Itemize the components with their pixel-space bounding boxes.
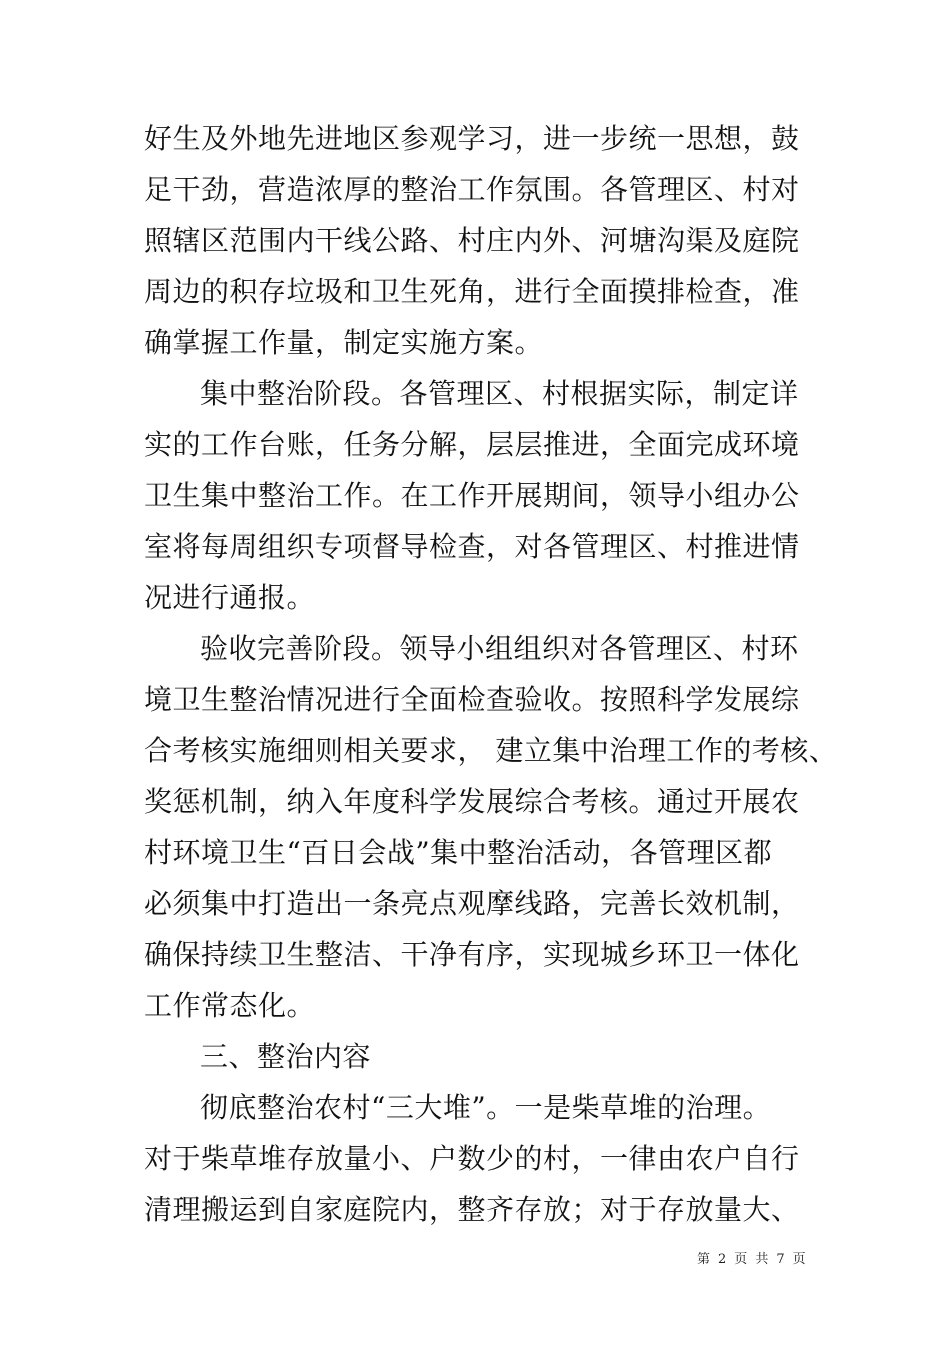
text-line: 确保持续卫生整洁、干净有序，实现城乡环卫一体化 xyxy=(144,938,800,971)
text-line: 合考核实施细则相关要求， 建立集中治理工作的考核、 xyxy=(144,734,838,767)
text-line: 卫生集中整治工作。在工作开展期间，领导小组办公 xyxy=(144,479,800,512)
footer-ye2: 页 xyxy=(792,1252,806,1267)
text-line: 必须集中打造出一条亮点观摩线路，完善长效机制， xyxy=(144,887,800,920)
text-line: 境卫生整治情况进行全面检查验收。按照科学发展综 xyxy=(144,683,800,716)
paragraph-start-line: 集中整治阶段。各管理区、村根据实际，制定详 xyxy=(200,377,799,410)
footer-gong: 共 xyxy=(755,1252,769,1267)
paragraph-start-line: 验收完善阶段。领导小组组织对各管理区、村环 xyxy=(200,632,799,665)
section-heading: 三、整治内容 xyxy=(200,1040,372,1073)
text-line: 奖惩机制，纳入年度科学发展综合考核。通过开展农 xyxy=(144,785,800,818)
text-line: 周边的积存垃圾和卫生死角，进行全面摸排检查，准 xyxy=(144,275,800,308)
text-line: 况进行通报。 xyxy=(144,581,316,614)
page-number-footer xyxy=(697,1250,837,1270)
footer-page-number: 2 xyxy=(718,1252,727,1267)
text-line: 好生及外地先进地区参观学习，进一步统一思想，鼓 xyxy=(144,122,800,155)
text-line: 足干劲，营造浓厚的整治工作氛围。各管理区、村对 xyxy=(144,173,800,206)
text-line: 对于柴草堆存放量小、户数少的村，一律由农户自行 xyxy=(144,1142,800,1175)
footer-ye: 页 xyxy=(734,1252,748,1267)
paragraph-start-line: 彻底整治农村“三大堆”。一是柴草堆的治理。 xyxy=(200,1091,772,1124)
text-line: 照辖区范围内干线公路、村庄内外、河塘沟渠及庭院 xyxy=(144,224,800,257)
footer-total-pages: 7 xyxy=(776,1252,785,1267)
text-line: 村环境卫生“百日会战”集中整治活动，各管理区都 xyxy=(144,836,773,869)
text-line: 清理搬运到自家庭院内，整齐存放；对于存放量大、 xyxy=(144,1193,800,1226)
text-line: 室将每周组织专项督导检查，对各管理区、村推进情 xyxy=(144,530,800,563)
text-line: 实的工作台账，任务分解，层层推进，全面完成环境 xyxy=(144,428,800,461)
footer-di: 第 xyxy=(697,1252,711,1267)
text-line: 确掌握工作量，制定实施方案。 xyxy=(144,326,544,359)
text-line: 工作常态化。 xyxy=(144,989,316,1022)
